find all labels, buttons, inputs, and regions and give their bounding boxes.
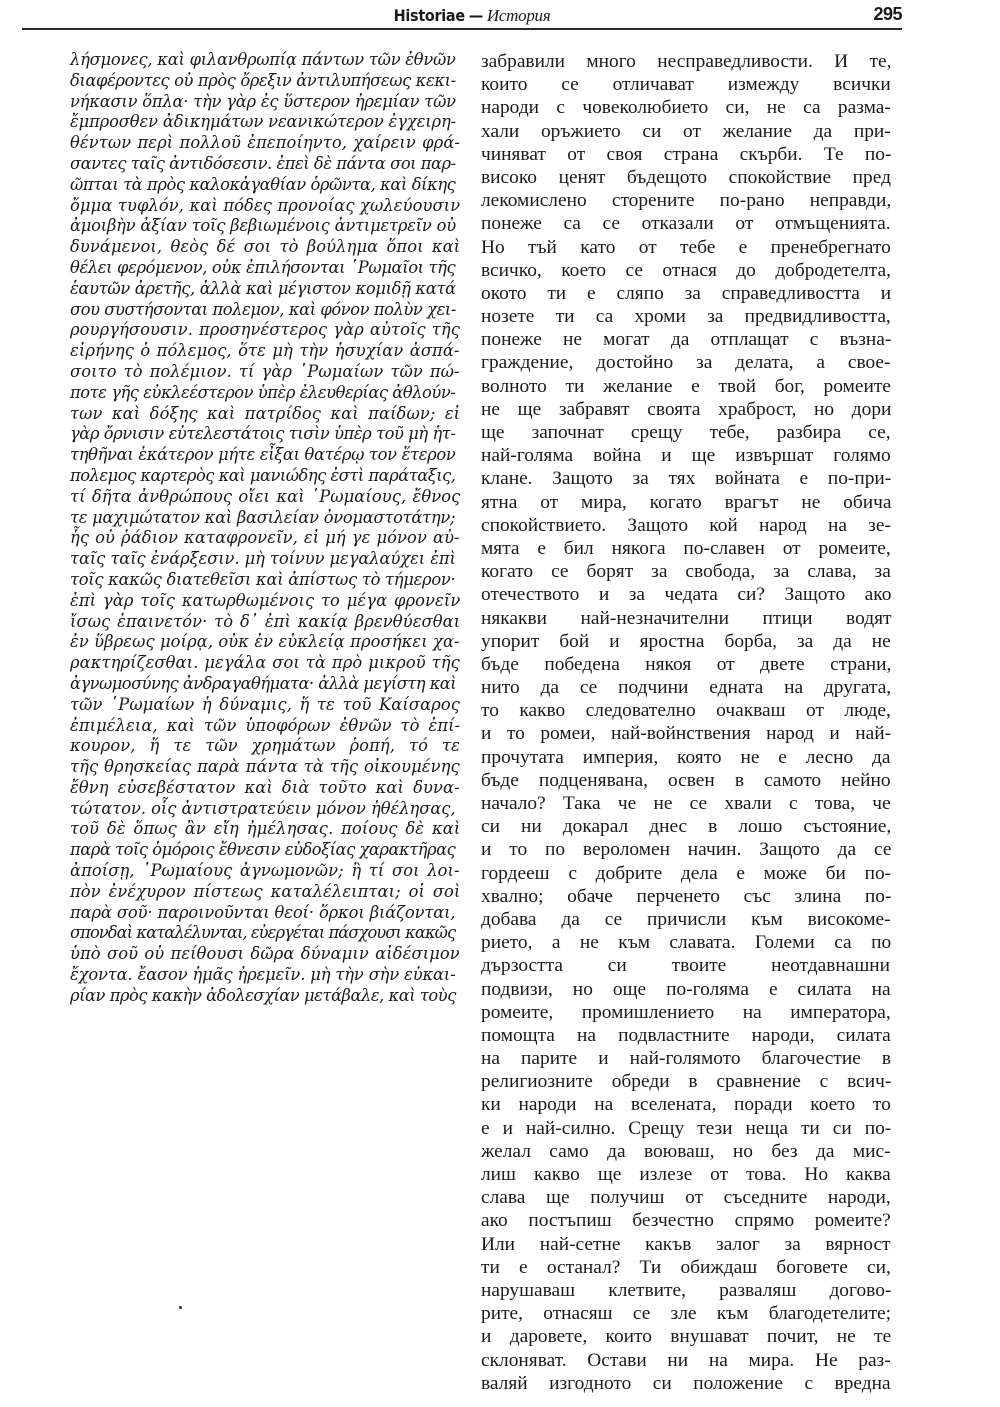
text-line: τε μαχιμώτατον καὶ βασιλείαν ὀνομαστοτάτην; (70, 507, 456, 527)
title-cyrillic: История (486, 6, 551, 25)
text-line: лиш какво ще излезе от това. Но каква (481, 1164, 891, 1185)
text-line: γὰρ ὄρνισιν εὐτελεστάτοις τισὶν ὑπὲρ τοῦ μὴ ἡτ- (70, 424, 456, 444)
text-line: понеже са се отказали от отмъщенията. (481, 213, 891, 235)
text-line: хвално; обаче перченето със злина по- (481, 885, 892, 907)
text-line: ἔμπροσθεν ἀδικημάτων νεανικώτερον ἐγχειρη- (70, 112, 456, 132)
text-line: εἰρήνης ὁ πόλεμος, ὅτε μὴ τὴν ἡσυχίαν ἀσπά- (70, 341, 460, 361)
text-line: рите, отнасяш се зле към благодетелите; (481, 1303, 892, 1325)
text-line: дързостта си твоите неотдавнашни (481, 955, 891, 977)
text-line: упорит бой и яростна борба, за да не (481, 630, 891, 652)
text-line: валяй изгодното си положение с вредна (481, 1372, 891, 1394)
text-line: ἀγνωμοσύνης ἀνδραγαθήματα· ἀλλὰ μεγίστη καὶ (70, 673, 457, 693)
text-line: σοιτο τὸ πολέμιον. τί γὰρ ῾Ρωμαίων τῶν πώ- (70, 361, 460, 381)
text-line: ки народи на вселената, поради което то (481, 1094, 891, 1116)
text-line: отечеството и за чедата си? Защото ако (481, 584, 892, 606)
text-line: ἔχοντα. ἔασον ἡμᾶς ἠρεμεῖν. μὴ τὴν σὴν εὐκαι- (70, 965, 456, 985)
text-line: прочутата империя, която не е лесно да (481, 746, 891, 768)
text-line: ще започнат срещу тебе, разбира се, (481, 422, 891, 443)
text-line: λήσμονες, καὶ φιλανθρωπίᾳ πάντων τῶν ἐθνῶν (70, 50, 456, 69)
text-line: ταῖς ταῖς ἐνάρξεσιν. μὴ τοίνυν μεγαλαύχει ἐπὶ (70, 549, 456, 569)
text-line: високо ценят бъдещото спокойствие пред (481, 166, 891, 188)
text-line: ὑπὸ σοῦ οὐ πείθουσι δῶρα δύναμιν αἰδέσιμον (70, 944, 460, 964)
text-line: ако постъпиш безчестно спрямо ромеите? (481, 1210, 891, 1232)
text-line: ἐπιμέλεια, καὶ τῶν ὑποφόρων ἐθνῶν τὸ ἐπί- (70, 715, 461, 735)
text-line: θέλει φερόμενον, οὐκ ἐπιλήσονται ῾Ρωμαῖοι τῆς (70, 257, 456, 277)
text-line: πολεμος καρτερὸς καὶ μανιώδης ἐστὶ παράταξις, (70, 465, 456, 485)
text-line: всичко, което се отнася до добродетелта, (481, 259, 891, 281)
text-line: ῶπται τὰ πρὸς καλοκἀγαθίαν ὁρῶντα, καὶ δίκης (70, 174, 456, 194)
text-line: ἑαυτῶν ἀρετῆς, ἀλλὰ καὶ μέγιστον κομιδῇ κατά (70, 278, 456, 298)
text-line: спокойствието. Защото кой народ на зе- (481, 514, 891, 536)
page-number: 295 (873, 4, 902, 24)
print-speck (179, 1306, 182, 1309)
text-line: ἐπὶ γὰρ τοῖς κατωρθωμένοις το μέγα φρονεῖν (70, 590, 461, 610)
text-line: чиняват от своя страна скърби. Те по- (481, 143, 892, 165)
text-line: то какво следователно очакваш от люде, (481, 700, 891, 722)
text-line: θέντων περὶ πολλοῦ ἐπεποίηντο, χαίρειν φρά- (70, 133, 461, 153)
text-line: религиозните обреди в сравнение с всич- (481, 1071, 892, 1093)
text-line: гордееш с добрите дела е може би по- (481, 862, 892, 884)
text-line: ромеите, промишлението на императора, (481, 1001, 891, 1023)
text-line: τώτατον. οἷς ἀντιστρατεύειν μόνον ἠθέλησας, (70, 798, 456, 818)
text-line: διαφέροντες οὐ πρὸς ὄρεξιν ἀντιλυπήσεως κεκι- (70, 70, 456, 90)
text-line: ятна от мира, когато врагът не обича (481, 491, 892, 513)
text-line: клане. Защото за тях войната е по-при- (481, 468, 892, 490)
text-line: ἧς οὐ ῥάδιον καταφρονεῖν, εἰ μή γε μόνον αὐ- (70, 528, 460, 548)
text-line: някакви най-незначителни птици водят (481, 607, 892, 629)
text-line: τί δῆτα ἀνθρώπους οἴει καὶ ῾Ρωμαίους, ἔθνος (70, 486, 461, 506)
text-line: и то по вероломен начин. Защото да се (481, 839, 892, 861)
text-line: волното ти желание е твой бог, ромеите (481, 375, 891, 397)
text-line: начало? Така че не се хвали с това, че (481, 793, 891, 814)
text-line: не ще забравят своята храброст, но дори (481, 398, 892, 420)
text-line: добава да се причисли към високоме- (481, 908, 891, 930)
text-line: мята е бил някога по-славен от ромеите, (481, 537, 891, 559)
text-line: ρουργήσουσιν. προσηνέστερος γὰρ αὐτοῖς τῆς (70, 320, 460, 340)
text-line: σπονδαὶ καταλέλυνται, εὐεργέται πάσχουσι κακῶς (70, 923, 456, 943)
text-line: κουρον, ἥ τε τῶν χρημάτων ῥοπή, τό τε (70, 736, 460, 756)
text-line: τοῦ δὲ ὅπως ἂν εἴη ἠμέλησας. ποίους δὲ καὶ (70, 819, 461, 839)
text-line: нито да се подчини едната на другата, (481, 677, 892, 699)
text-line: лекомислено сторените по-рано неправди, (481, 190, 892, 212)
text-line: и даровете, които внушават почит, не те (481, 1326, 892, 1348)
text-line: τῆς θρησκείας παρὰ πάντα τὰ τῆς οἰκουμένης (70, 757, 460, 777)
text-line: нарушаваш клетвите, разваляш догово- (481, 1279, 892, 1301)
text-line: понеже не могат да отплащат с възна- (481, 329, 892, 351)
bulgarian-text-column (481, 50, 891, 1395)
running-title (42, 6, 902, 26)
text-line: си ни докарал днес в лошо състояние, (481, 816, 892, 838)
text-line: граждение, достойно за делата, а свое- (481, 352, 891, 374)
text-line: των καὶ δόξης καὶ πατρίδος καὶ παίδων; εἰ (70, 403, 461, 423)
text-line: νήκασιν ὅπλα· τὴν γὰρ ἐς ὕστερον ἠρεμίαν τῶν (70, 91, 456, 111)
text-line: τοῖς κακῶς διατεθεῖσι καὶ ἀπίστως τὸ τήμερον· (70, 569, 456, 589)
text-line: ти е останал? Ти обиждаш боговете си, (481, 1256, 891, 1278)
header-rule (22, 28, 902, 30)
text-line: подвизи, но още по-голяма е силата на (481, 978, 891, 1000)
text-line: когато се борят за свобода, за слава, за (481, 561, 891, 583)
text-line: Или най-сетне какъв залог за вярност (481, 1233, 891, 1255)
text-line: παρὰ σοῦ· παροινοῦνται θεοί· ὅρκοι βιάζονται, (70, 902, 456, 922)
text-line: слава ще получиш от съседните народи, (481, 1187, 891, 1209)
text-line: на парите и най-голямото благочестие в (481, 1048, 892, 1070)
title-separator: — (468, 6, 483, 25)
text-line: склоняват. Остави ни на мира. Не раз- (481, 1349, 891, 1371)
text-line: ποτε γῆς εὐκλεέστερον ὑπὲρ ἐλευθερίας ἀθλούν- (70, 382, 456, 402)
text-line: Но тъй като от тебе е пренебрегнато (481, 236, 891, 258)
title-latin: Historiae (393, 6, 465, 25)
text-line: забравили много несправедливости. И те, (481, 51, 892, 72)
text-line: помощта на подвластните народи, силата (481, 1024, 891, 1046)
text-line: ἀποίσῃ, ῾Ρωμαίους ἀγνωμονῶν; ἢ τί σοι λοι- (70, 861, 460, 881)
text-line: народи с човеколюбието си, не са разма- (481, 97, 891, 119)
text-line: най-голяма война и ще извършат голямо (481, 445, 891, 467)
text-line: хали оръжието си от желание да при- (481, 120, 891, 142)
text-line: παρὰ τοῖς ὁμόροις ἔθνεσιν εὐδοξίας χαρακτῆρας (70, 840, 456, 860)
text-line: ἐν ὕβρεως μοίρᾳ, οὐκ ἐν εὐκλείᾳ προσήκει χα- (70, 632, 460, 652)
text-line: σαντες ταῖς ἀντιδόσεσιν. ἐπεὶ δὲ πάντα σοι παρ- (70, 153, 456, 173)
text-line: бъде победена някоя от двете страни, (481, 653, 892, 675)
text-line: рието, а не към славата. Големи са по (481, 932, 892, 954)
text-line: ρίαν πρὸς κακὴν ἀδολεσχίαν μετάβαλε, καὶ τοὺς (70, 985, 456, 1005)
text-line: окото ти е сляпо за справедливостта и (481, 282, 892, 304)
text-line: бъде подценявана, освен в самото нейно (481, 769, 891, 791)
text-line: ἀμοιβὴν ἀξίαν τοῖς βεβιωμένοις ἀντιμετρεῖν οὐ (70, 216, 456, 236)
text-line: σου συστήσονται πολεμον, καὶ φόνον πολὺν χει- (70, 299, 456, 319)
text-line: ρακτηρίζεσθαι. μεγάλα σοι τὰ πρὸ μικροῦ τῆς (70, 653, 460, 673)
text-line: ἔθνη εὐσεβέστατον καὶ διὰ τοῦτο καὶ δυνα- (70, 777, 460, 797)
text-line: желал само да воюваш, но без да мис- (481, 1140, 891, 1162)
text-line: δυνάμενοι, θεὸς δέ σοι τὸ βούλημα ὅποι καὶ (70, 237, 461, 257)
text-line: е и най-силно. Срещу тези неща ти си по- (481, 1117, 892, 1139)
text-line: ἴσως ἐπαινετόν· τὸ δ᾽ ἐπὶ κακίᾳ βρενθύεσθαι (70, 611, 461, 631)
greek-text-column (70, 50, 460, 1007)
text-line: нозете ти са хроми за предвидливостта, (481, 306, 891, 328)
text-line: πὸν ἐνέχυρον πίστεως καταλέλειπται; οἱ σοὶ (70, 881, 461, 901)
text-line: ὄμμα τυφλόν, καὶ πόδες προνοίας χωλεύουσιν (70, 195, 461, 215)
text-line: които се отличават измежду всички (481, 74, 891, 96)
text-line: и то ромеи, най-войнствения народ и най- (481, 723, 892, 745)
text-line: τηθῆναι ἑκάτερον μήτε εἶξαι θατέρῳ τον ἕτερον (70, 445, 456, 465)
text-line: τῶν ῾Ρωμαίων ἡ δύναμις, ἥ τε τοῦ Καίσαρος (70, 694, 460, 714)
